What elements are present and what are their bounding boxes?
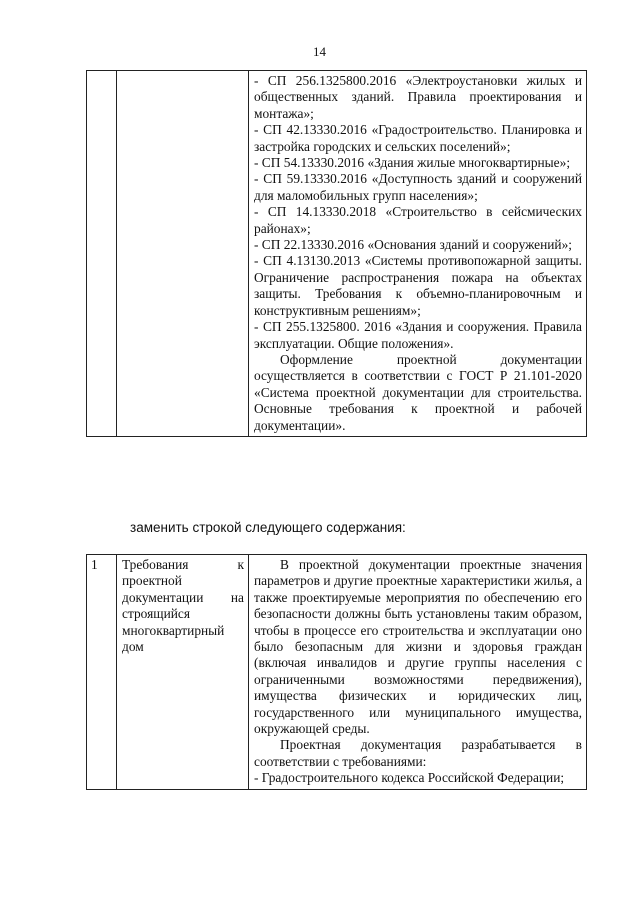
list-item: - СП 256.1325800.2016 «Электроустановки жилых и общественных зданий. Правила проектирования и монтажа»; [254,73,582,121]
table-row [87,71,587,437]
list-item: - СП 4.13130.2013 «Системы противопожарной защиты. Ограничение распространения пожара на объектах защиты. Требования к объемно-планировочным и конструктивным решениям»; [254,253,582,318]
list-item: - СП 14.13330.2018 «Строительство в сейсмических районах»; [254,204,582,236]
requirements-table-old [86,70,587,437]
row-number: 1 [91,557,98,572]
paragraph: Оформление проектной документации осуществляется в соответствии с ГОСТ Р 21.101-2020 «Система проектной документации для строительства. Основные требования к проектной и рабочей документации». [254,351,582,433]
row-number-cell [87,555,117,790]
paragraph: Проектная документация разрабатывается в соответствии с требованиями: [254,737,582,769]
row-title: Требования к проектной документации на строящийся многоквартирный дом [122,557,244,655]
row-title-cell [117,71,249,437]
table-row [87,555,587,790]
page-number: 14 [313,44,326,59]
paragraph: В проектной документации проектные значения параметров и другие проектные характеристики жилья, а также проектируемые мероприятия по обеспечению его безопасности должны быть установлены таким образом, чтобы в процессе его строительства и эксплуатации оно было безопасным для жизни и здоровья граждан (включая инвалидов и другие группы населения с ограниченными возможностями передвижения), имущества физических и юридических лиц, государственного или муниципального имущества, окружающей среды. [254,557,582,737]
list-item: - СП 22.13330.2016 «Основания зданий и сооружений»; [254,237,573,253]
row-number-cell [87,71,117,437]
list-item: - СП 54.13330.2016 «Здания жилые многоквартирные»; [254,155,571,171]
row-title-cell [117,555,249,790]
replacement-instruction: заменить строкой следующего содержания: [130,520,406,535]
list-item: - СП 59.13330.2016 «Доступность зданий и сооружений для маломобильных групп населения»; [254,171,582,203]
list-item: - СП 255.1325800. 2016 «Здания и сооружения. Правила эксплуатации. Общие положения». [254,319,582,351]
requirements-table-new [86,554,587,790]
row-content-cell [249,71,587,437]
row-content-cell [249,555,587,790]
list-item: - СП 42.13330.2016 «Градостроительство. Планировка и застройка городских и сельских поселений»; [254,122,582,154]
list-item: - Градостроительного кодекса Российской Федерации; [254,770,565,786]
